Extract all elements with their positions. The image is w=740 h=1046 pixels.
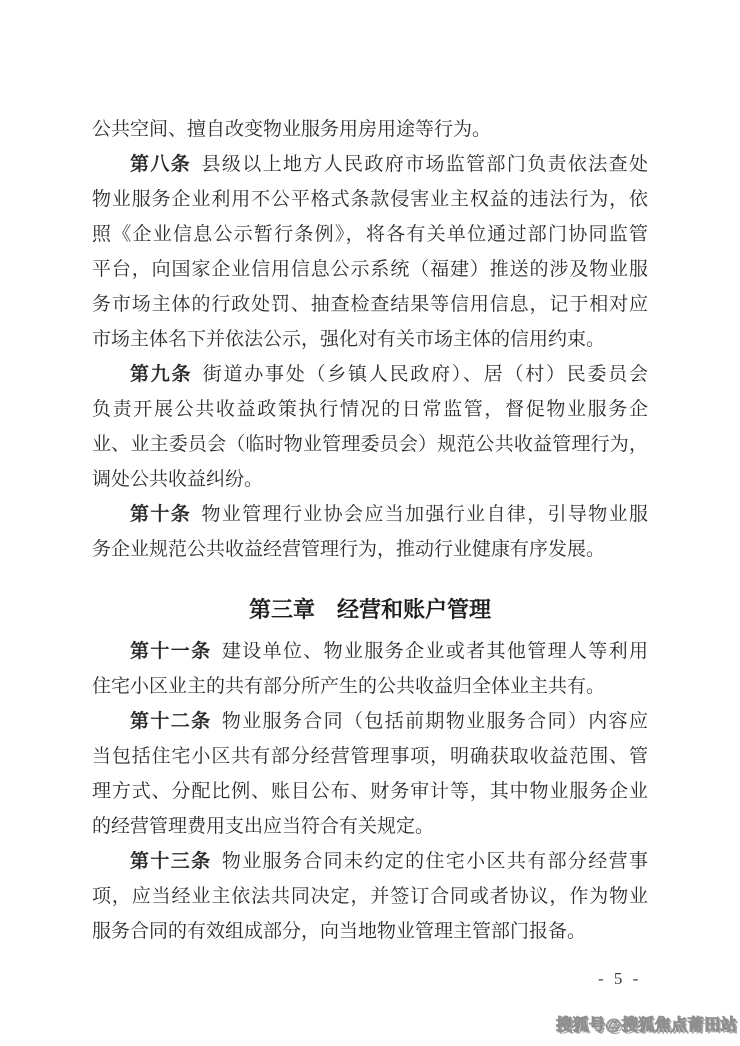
article-term: 第十一条 [130,641,212,662]
text-line: 市场主体名下并依法公示，强化对有关市场主体的信用约束。 [92,329,606,350]
text-line [92,357,648,392]
text-line: 平台，向国家企业信用信息公示系统（福建）推送的涉及物业服 [92,259,648,280]
text-line [92,844,648,879]
line-text: 建设单位、物业服务企业或者其他管理人等利用 [221,641,648,662]
article-term: 第十条 [130,504,192,525]
text-line: 业、业主委员会（临时物业管理委员会）规范公共收益管理行为， [92,434,648,455]
article-term: 第十三条 [130,851,212,872]
text-line: 照《企业信息公示暂行条例》，将各有关单位通过部门协同监管 [92,224,648,245]
text-line: 调处公共收益纠纷。 [92,469,264,490]
line-text: 物业管理行业协会应当加强行业自律，引导物业服 [201,504,648,525]
text-line: 理方式、分配比例、账目公布、财务审计等，其中物业服务企业 [92,781,648,802]
line-text: 街道办事处（乡镇人民政府）、居（村）民委员会 [202,364,648,385]
text-line: 负责开展公共收益政策执行情况的日常监管，督促物业服务企 [92,399,648,420]
document-body [92,112,648,949]
article-term: 第九条 [130,364,193,385]
text-line: 项，应当经业主依法共同决定，并签订合同或者协议，作为物业 [92,886,648,907]
watermark-souhu: 搜狐号@搜狐焦点莆田站 [556,1017,738,1034]
text-line: 务企业规范公共收益经营管理行为，推动行业健康有序发展。 [92,539,606,560]
text-line: 的经营管理费用支出应当符合有关规定。 [92,816,435,837]
text-line: 务市场主体的行政处罚、抽查检查结果等信用信息，记于相对应 [92,294,648,315]
page-number: - 5 - [598,969,642,988]
text-line [92,497,648,532]
text-line: 当包括住宅小区共有部分经营管理事项，明确获取收益范围、管 [92,746,648,767]
article-term: 第八条 [130,154,192,175]
text-line: 住宅小区业主的共有部分所产生的公共收益归全体业主共有。 [92,676,606,697]
chapter-heading: 第三章 经营和账户管理 [248,597,491,622]
text-line [92,634,648,669]
text-line: 公共空间、擅自改变物业服务用房用途等行为。 [92,119,492,140]
line-text: 物业服务合同未约定的住宅小区共有部分经营事 [221,851,648,872]
text-line: 物业服务企业利用不公平格式条款侵害业主权益的违法行为，依 [92,189,648,210]
line-text: 县级以上地方人民政府市场监管部门负责依法查处 [201,154,648,175]
line-text: 物业服务合同（包括前期物业服务合同）内容应 [221,711,648,732]
text-line [92,704,648,739]
text-line [92,147,648,182]
text-line: 服务合同的有效组成部分，向当地物业管理主管部门报备。 [92,921,587,942]
article-term: 第十二条 [130,711,212,732]
